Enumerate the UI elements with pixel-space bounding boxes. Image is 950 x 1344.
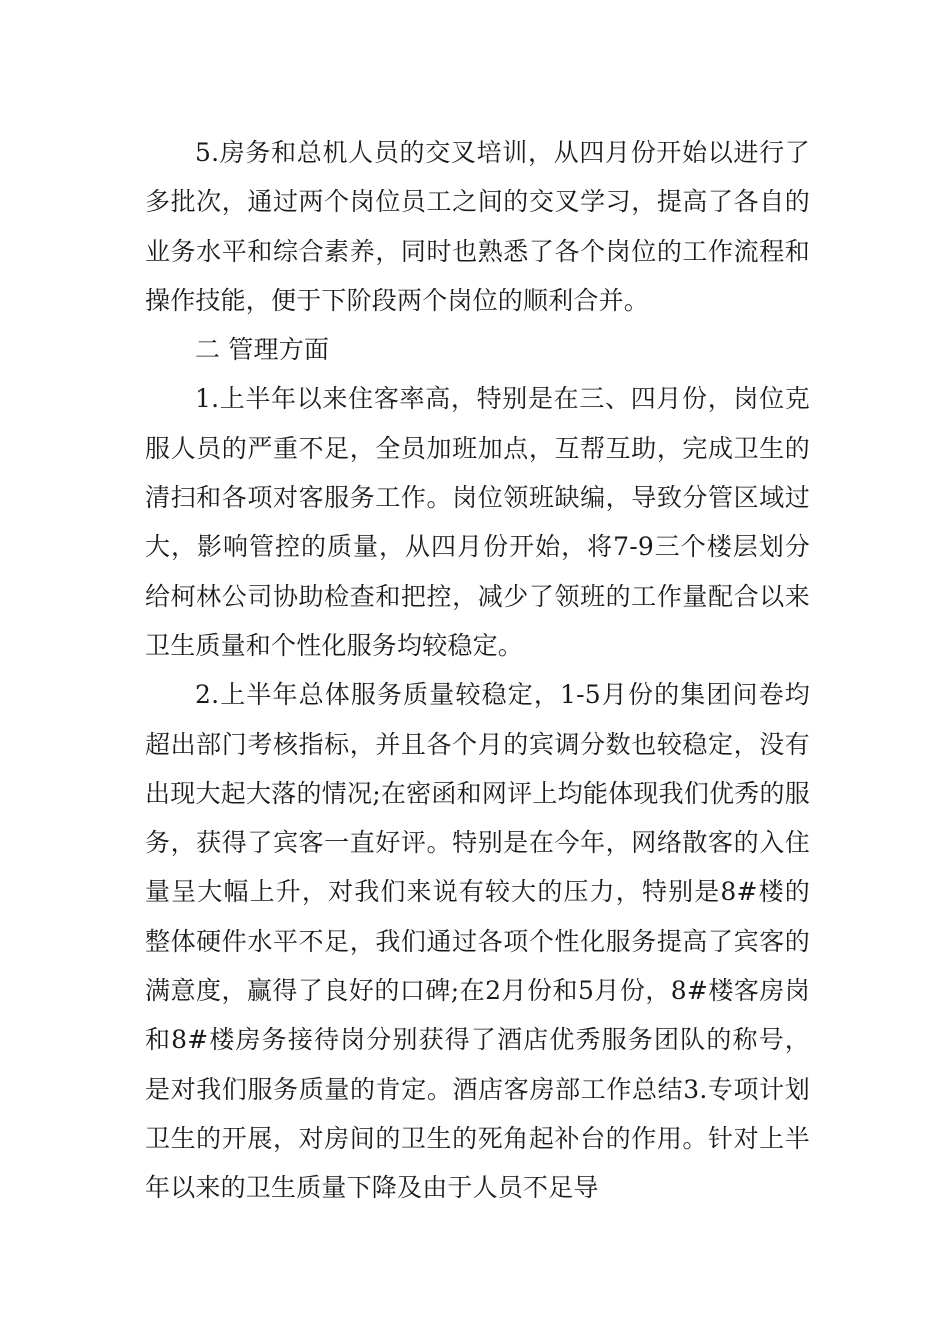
paragraph-cross-training: 5.房务和总机人员的交叉培训，从四月份开始以进行了多批次，通过两个岗位员工之间的交叉学习，提高了各自的业务水平和综合素养，同时也熟悉了各个岗位的工作流程和操作技能，便于下阶段两个岗位的顺利合并。 xyxy=(145,138,810,315)
paragraph-occupancy: 1.上半年以来住客率高，特别是在三、四月份，岗位克服人员的严重不足，全员加班加点，互帮互助，完成卫生的清扫和各项对客服务工作。岗位领班缺编，导致分管区域过大，影响管控的质量，从四月份开始，将7-9三个楼层划分给柯林公司协助检查和把控，减少了领班的工作量配合以来卫生质量和个性化服务均较稳定。 xyxy=(145,384,810,660)
paragraph-service-quality: 2.上半年总体服务质量较稳定，1-5月份的集团问卷均超出部门考核指标，并且各个月的宾调分数也较稳定，没有出现大起大落的情况;在密函和网评上均能体现我们优秀的服务，获得了宾客一直好评。特别是在今年，网络散客的入住量呈大幅上升，对我们来说有较大的压力，特别是8#楼的整体硬件水平不足，我们通过各项个性化服务提高了宾客的满意度，赢得了良好的口碑;在2月份和5月份，8#楼客房岗和8#楼房务接待岗分别获得了酒店优秀服务团队的称号，是对我们服务质量的肯定。酒店客房部工作总结3.专项计划卫生的开展，对房间的卫生的死角起补台的作用。针对上半年以来的卫生质量下降及由于人员不足导 xyxy=(145,680,810,1203)
document-body xyxy=(145,128,810,1213)
section-heading-management: 二 管理方面 xyxy=(195,335,330,365)
